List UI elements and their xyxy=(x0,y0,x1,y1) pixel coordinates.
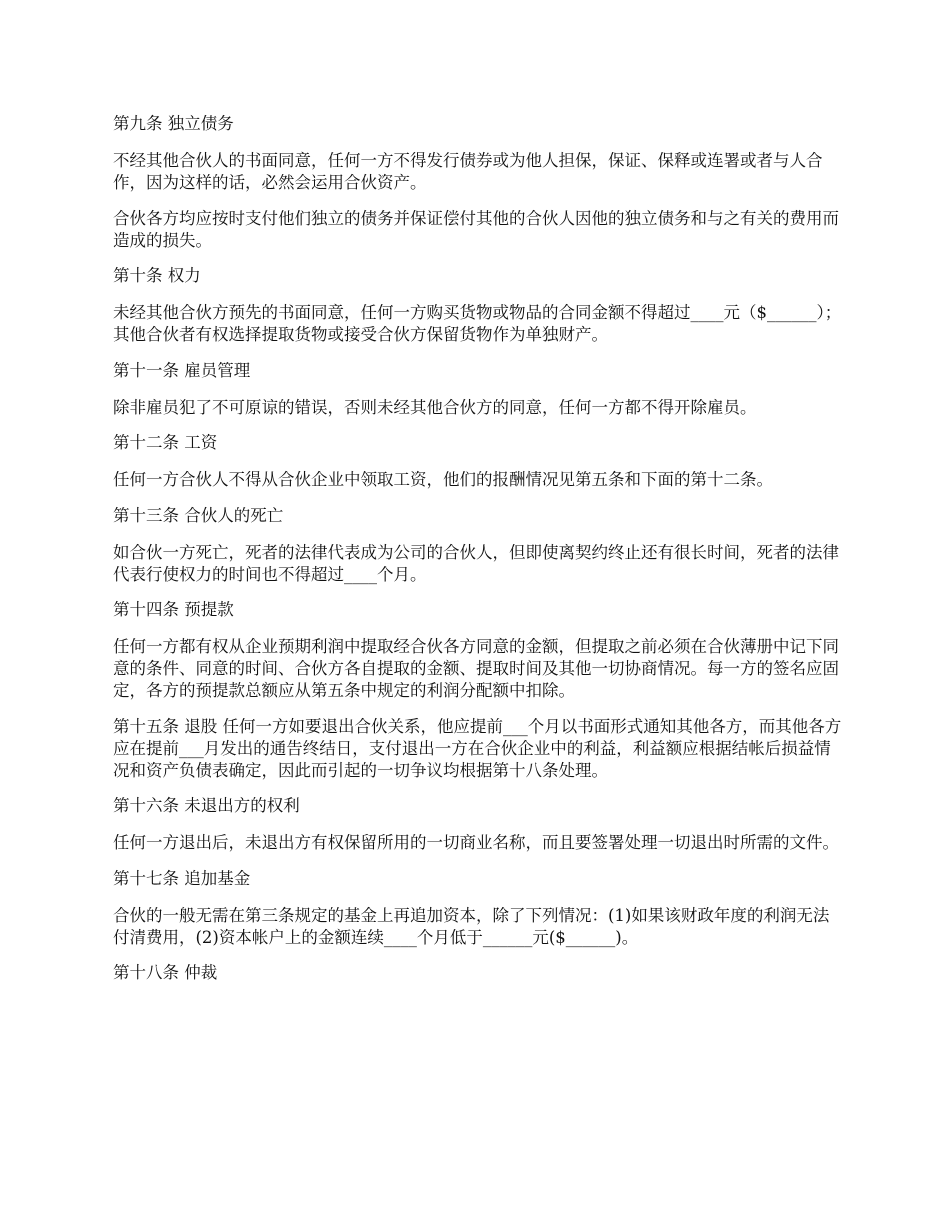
article-17-heading: 第十七条 追加基金 xyxy=(113,868,251,888)
article-16-heading: 第十六条 未退出方的权利 xyxy=(113,796,300,815)
article-18-heading: 第十八条 仲裁 xyxy=(113,963,218,982)
article-10-heading: 第十条 权力 xyxy=(113,266,201,285)
article-10-paragraph: 未经其他合伙方预先的书面同意，任何一方购买货物或物品的合同金额不得超过____元（$______）；其他合伙者有权选择提取货物或接受合伙方保留货物作为单独财产。 xyxy=(113,303,842,344)
document-page xyxy=(113,113,843,999)
article-13-paragraph: 如合伙一方死亡，死者的法律代表成为公司的合伙人，但即使离契约终止还有很长时间，死者的法律代表行使权力的时间也不得超过____个月。 xyxy=(113,542,839,584)
article-9-paragraph-2: 合伙各方均应按时支付他们独立的债务并保证偿付其他的合伙人因他的独立债务和与之有关的费用而造成的损失。 xyxy=(113,208,839,250)
article-12-paragraph: 任何一方合伙人不得从合伙企业中领取工资，他们的报酬情况见第五条和下面的第十二条。 xyxy=(113,470,773,489)
article-14-paragraph: 任何一方都有权从企业预期利润中提取经合伙各方同意的金额，但提取之前必须在合伙薄册中记下同意的条件、同意的时间、合伙方各自提取的金额、提取时间及其他一切协商情况。每一方的签名应固定，各方的预提款总额应从第五条中规定的利润分配额中扣除。 xyxy=(113,637,839,700)
article-13-heading: 第十三条 合伙人的死亡 xyxy=(113,505,284,525)
article-14-heading: 第十四条 预提款 xyxy=(113,600,234,619)
article-15-paragraph: 第十五条 退股 任何一方如要退出合伙关系，他应提前___个月以书面形式通知其他各方，而其他各方应在提前___月发出的通告终结日，支付退出一方在合伙企业中的利益，利益额应根据结帐后损益情况和资产负债表确定，因此而引起的一切争议均根据第十八条处理。 xyxy=(113,716,842,780)
article-17-paragraph: 合伙的一般无需在第三条规定的基金上再追加资本，除了下列情况：(1)如果该财政年度的利润无法付清费用，(2)资本帐户上的金额连续____个月低于______元($______)。 xyxy=(113,905,830,947)
article-11-paragraph: 除非雇员犯了不可原谅的错误，否则未经其他合伙方的同意，任何一方都不得开除雇员。 xyxy=(113,397,757,417)
article-12-heading: 第十二条 工资 xyxy=(113,433,218,452)
article-9-paragraph-1: 不经其他合伙人的书面同意，任何一方不得发行债券或为他人担保，保证、保释或连署或者与人合作，因为这样的话，必然会运用合伙资产。 xyxy=(113,151,823,192)
article-9-heading: 第九条 独立债务 xyxy=(113,114,234,133)
article-11-heading: 第十一条 雇员管理 xyxy=(113,360,251,380)
article-16-paragraph: 任何一方退出后，未退出方有权保留所用的一切商业名称，而且要签署处理一切退出时所需的文件。 xyxy=(113,833,839,852)
